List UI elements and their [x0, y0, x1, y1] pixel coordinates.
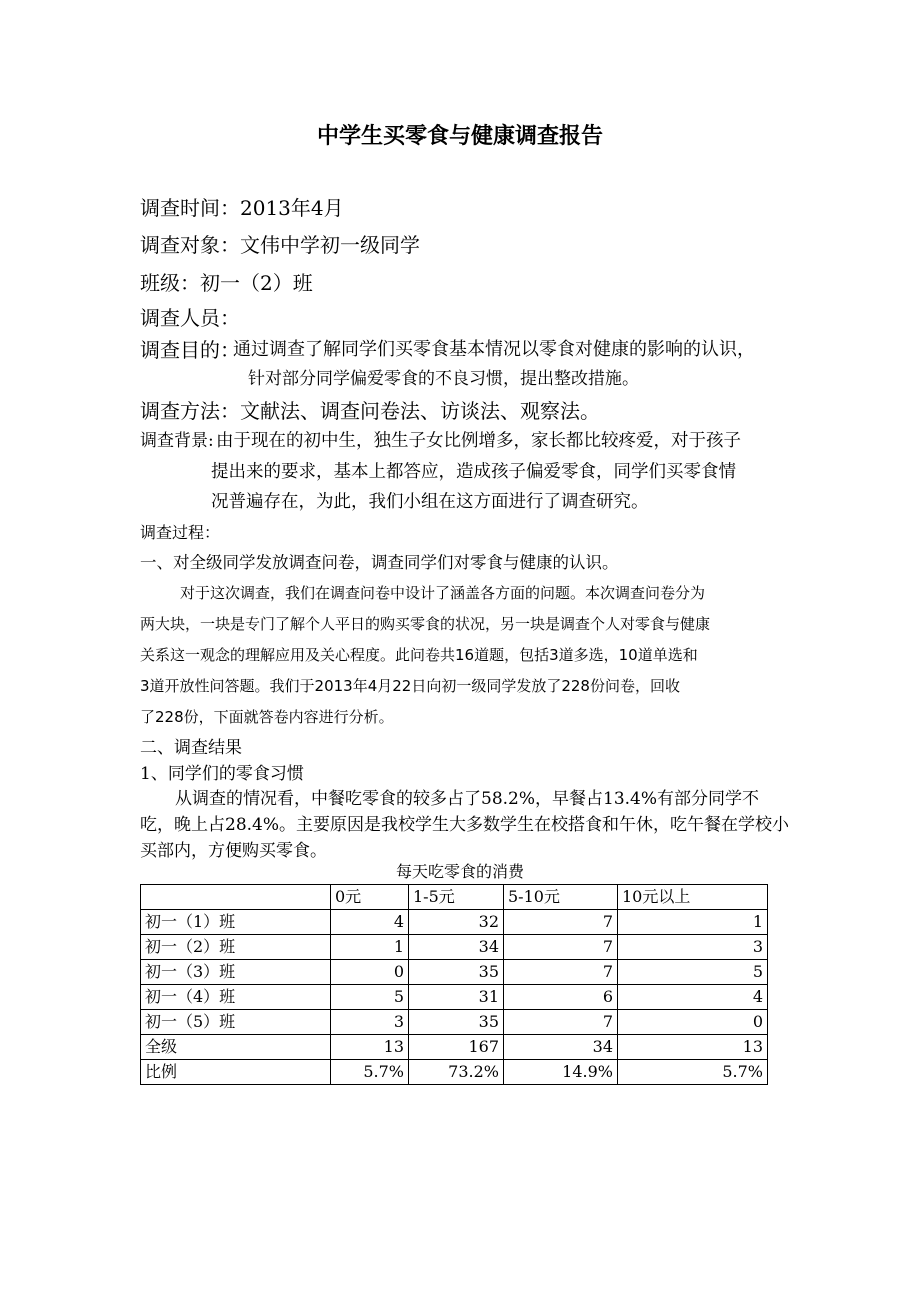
- process-paragraph-line: 了228份，下面就答卷内容进行分析。: [140, 708, 394, 726]
- value-cell: 7: [504, 960, 618, 985]
- value-cell: 5.7%: [618, 1060, 768, 1085]
- survey-staff: 调查人员：: [140, 306, 240, 330]
- row-label-cell: 初一（3）班: [141, 960, 331, 985]
- value-cell: 34: [409, 935, 504, 960]
- purpose-label: 调查目的：: [140, 338, 240, 362]
- value-cell: 0: [331, 960, 409, 985]
- survey-time: 调查时间：2013年4月: [140, 196, 344, 220]
- purpose-line: 针对部分同学偏爱零食的不良习惯，提出整改措施。: [248, 369, 639, 389]
- header-cell: 10元以上: [618, 885, 768, 910]
- value-cell: 3: [618, 935, 768, 960]
- table-row: [141, 1060, 768, 1085]
- value-cell: 13: [331, 1035, 409, 1060]
- process-paragraph-line: 对于这次调查，我们在调查问卷中设计了涵盖各方面的问题。本次调查问卷分为: [180, 584, 706, 602]
- value-cell: 14.9%: [504, 1060, 618, 1085]
- header-cell: [141, 885, 331, 910]
- value-cell: 34: [504, 1035, 618, 1060]
- value-cell: 1: [331, 935, 409, 960]
- value-cell: 13: [618, 1035, 768, 1060]
- process-heading: 调查过程：: [140, 523, 221, 542]
- results-heading: 二、调查结果: [140, 738, 242, 758]
- row-label-cell: 初一（5）班: [141, 1010, 331, 1035]
- value-cell: 35: [409, 960, 504, 985]
- value-cell: 1: [618, 910, 768, 935]
- header-cell: 1-5元: [409, 885, 504, 910]
- value-cell: 31: [409, 985, 504, 1010]
- process-paragraph-line: 两大块，一块是专门了解个人平日的购买零食的状况，另一块是调查个人对零食与健康: [140, 615, 711, 633]
- header-cell: 5-10元: [504, 885, 618, 910]
- table-caption: 每天吃零食的消费: [395, 862, 524, 881]
- table-row: [141, 1035, 768, 1060]
- survey-target: 调查对象：文伟中学初一级同学: [140, 233, 420, 257]
- purpose-line: 通过调查了解同学们买零食基本情况以零食对健康的影响的认识，: [233, 339, 755, 360]
- value-cell: 7: [504, 910, 618, 935]
- row-label-cell: 全级: [141, 1035, 331, 1060]
- value-cell: 73.2%: [409, 1060, 504, 1085]
- value-cell: 7: [504, 935, 618, 960]
- process-paragraph-line: 3道开放性问答题。我们于2013年4月22日向初一级同学发放了228份问卷，回收: [140, 677, 680, 695]
- process-step-1: 一、对全级同学发放调查问卷，调查同学们对零食与健康的认识。: [140, 553, 619, 572]
- results-subheading: 1、同学们的零食习惯: [140, 764, 304, 784]
- results-paragraph-line: 吃，晚上占28.4%。主要原因是我校学生大多数学生在校搭食和午休，吃午餐在学校小: [140, 815, 790, 835]
- value-cell: 5: [331, 985, 409, 1010]
- table-row: [141, 960, 768, 985]
- report-title: 中学生买零食与健康调查报告: [316, 123, 603, 149]
- value-cell: 6: [504, 985, 618, 1010]
- background-label: 调查背景:: [140, 431, 214, 451]
- background-line: 提出来的要求，基本上都答应，造成孩子偏爱零食，同学们买零食情: [211, 462, 736, 482]
- table-row: [141, 935, 768, 960]
- value-cell: 35: [409, 1010, 504, 1035]
- snack-spending-table: [140, 884, 768, 1085]
- table-row: [141, 985, 768, 1010]
- table-header-row: [141, 885, 768, 910]
- value-cell: 32: [409, 910, 504, 935]
- row-label-cell: 比例: [141, 1060, 331, 1085]
- row-label-cell: 初一（1）班: [141, 910, 331, 935]
- results-paragraph-line: 从调查的情况看，中餐吃零食的较多占了58.2%，早餐占13.4%有部分同学不: [175, 789, 760, 809]
- background-line: 由于现在的初中生，独生子女比例增多，家长都比较疼爱，对于孩子: [216, 431, 741, 451]
- survey-method: 调查方法：文献法、调查问卷法、访谈法、观察法。: [140, 399, 600, 423]
- value-cell: 5: [618, 960, 768, 985]
- value-cell: 3: [331, 1010, 409, 1035]
- row-label-cell: 初一（2）班: [141, 935, 331, 960]
- value-cell: 0: [618, 1010, 768, 1035]
- process-paragraph-line: 关系这一观念的理解应用及关心程度。此问卷共16道题，包括3道多选，10道单选和: [140, 646, 698, 664]
- row-label-cell: 初一（4）班: [141, 985, 331, 1010]
- table-row: [141, 1010, 768, 1035]
- header-cell: 0元: [331, 885, 409, 910]
- value-cell: 5.7%: [331, 1060, 409, 1085]
- value-cell: 7: [504, 1010, 618, 1035]
- survey-class: 班级：初一（2）班: [140, 271, 313, 295]
- table-row: [141, 910, 768, 935]
- value-cell: 4: [331, 910, 409, 935]
- value-cell: 4: [618, 985, 768, 1010]
- background-line: 况普遍存在，为此，我们小组在这方面进行了调查研究。: [211, 492, 649, 512]
- results-paragraph-line: 买部内，方便购买零食。: [140, 841, 327, 861]
- value-cell: 167: [409, 1035, 504, 1060]
